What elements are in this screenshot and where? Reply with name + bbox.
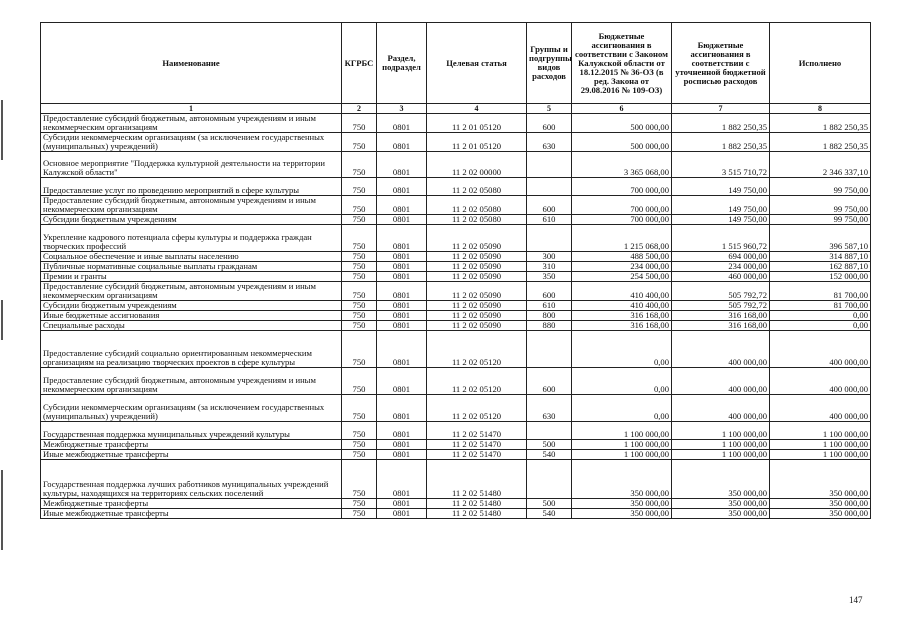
row-law-amount: 500 000,00 bbox=[572, 133, 672, 152]
table-row bbox=[41, 114, 871, 133]
row-law-amount: 700 000,00 bbox=[572, 215, 672, 225]
column-number: 8 bbox=[770, 104, 871, 114]
table-row bbox=[41, 509, 871, 519]
row-section: 0801 bbox=[377, 215, 427, 225]
table-body bbox=[41, 114, 871, 519]
row-kgrbs: 750 bbox=[342, 509, 377, 519]
row-name: Иные бюджетные ассигнования bbox=[41, 311, 342, 321]
row-kgrbs: 750 bbox=[342, 331, 377, 368]
row-group: 600 bbox=[527, 368, 572, 395]
column-number: 6 bbox=[572, 104, 672, 114]
row-executed-amount: 99 750,00 bbox=[770, 196, 871, 215]
row-name: Предоставление субсидий бюджетным, автономным учреждениям и иным некоммерческим организациям bbox=[41, 196, 342, 215]
row-group: 600 bbox=[527, 282, 572, 301]
header-kgrbs: КГРБС bbox=[342, 23, 377, 104]
row-group bbox=[527, 152, 572, 178]
row-executed-amount: 99 750,00 bbox=[770, 215, 871, 225]
row-refined-amount: 316 168,00 bbox=[672, 321, 770, 331]
row-target: 11 2 02 00000 bbox=[427, 152, 527, 178]
row-group: 880 bbox=[527, 321, 572, 331]
row-target: 11 2 02 05090 bbox=[427, 301, 527, 311]
row-name: Премии и гранты bbox=[41, 272, 342, 282]
row-section: 0801 bbox=[377, 262, 427, 272]
row-law-amount: 3 365 068,00 bbox=[572, 152, 672, 178]
row-law-amount: 0,00 bbox=[572, 368, 672, 395]
column-number-row bbox=[41, 104, 871, 114]
row-executed-amount: 396 587,10 bbox=[770, 225, 871, 252]
row-law-amount: 1 100 000,00 bbox=[572, 450, 672, 460]
row-refined-amount: 149 750,00 bbox=[672, 215, 770, 225]
row-executed-amount: 1 882 250,35 bbox=[770, 114, 871, 133]
header-executed: Исполнено bbox=[770, 23, 871, 104]
row-name: Укрепление кадрового потенциала сферы культуры и поддержка граждан творческих профессий bbox=[41, 225, 342, 252]
row-section: 0801 bbox=[377, 114, 427, 133]
row-name: Основное мероприятие "Поддержка культурной деятельности на территории Калужской области" bbox=[41, 152, 342, 178]
row-executed-amount: 0,00 bbox=[770, 311, 871, 321]
column-number: 2 bbox=[342, 104, 377, 114]
row-name: Предоставление субсидий бюджетным, автономным учреждениям и иным некоммерческим организациям bbox=[41, 282, 342, 301]
row-kgrbs: 750 bbox=[342, 321, 377, 331]
row-target: 11 2 02 05080 bbox=[427, 215, 527, 225]
row-law-amount: 700 000,00 bbox=[572, 196, 672, 215]
row-group: 600 bbox=[527, 114, 572, 133]
row-name: Субсидии некоммерческим организациям (за исключением государственных (муниципальных) учреждений) bbox=[41, 395, 342, 422]
row-executed-amount: 2 346 337,10 bbox=[770, 152, 871, 178]
row-name: Межбюджетные трансферты bbox=[41, 440, 342, 450]
table-row bbox=[41, 331, 871, 368]
row-target: 11 2 02 05090 bbox=[427, 225, 527, 252]
row-kgrbs: 750 bbox=[342, 301, 377, 311]
row-section: 0801 bbox=[377, 272, 427, 282]
column-number: 1 bbox=[41, 104, 342, 114]
row-group: 540 bbox=[527, 450, 572, 460]
row-kgrbs: 750 bbox=[342, 133, 377, 152]
row-law-amount: 316 168,00 bbox=[572, 321, 672, 331]
row-name: Публичные нормативные социальные выплаты гражданам bbox=[41, 262, 342, 272]
row-kgrbs: 750 bbox=[342, 178, 377, 196]
row-name: Субсидии бюджетным учреждениям bbox=[41, 301, 342, 311]
row-target: 11 2 02 51480 bbox=[427, 499, 527, 509]
row-target: 11 2 02 05090 bbox=[427, 262, 527, 272]
row-section: 0801 bbox=[377, 311, 427, 321]
row-refined-amount: 460 000,00 bbox=[672, 272, 770, 282]
table-row bbox=[41, 499, 871, 509]
row-section: 0801 bbox=[377, 133, 427, 152]
row-group: 540 bbox=[527, 509, 572, 519]
row-law-amount: 500 000,00 bbox=[572, 114, 672, 133]
table-row bbox=[41, 368, 871, 395]
budget-table bbox=[40, 22, 871, 519]
row-section: 0801 bbox=[377, 450, 427, 460]
row-name: Предоставление услуг по проведению мероприятий в сфере культуры bbox=[41, 178, 342, 196]
row-section: 0801 bbox=[377, 178, 427, 196]
row-refined-amount: 400 000,00 bbox=[672, 368, 770, 395]
row-group: 600 bbox=[527, 196, 572, 215]
row-kgrbs: 750 bbox=[342, 272, 377, 282]
row-kgrbs: 750 bbox=[342, 450, 377, 460]
row-group: 500 bbox=[527, 499, 572, 509]
header-groups: Группы и подгруппы видов расходов bbox=[527, 23, 572, 104]
row-refined-amount: 1 882 250,35 bbox=[672, 133, 770, 152]
row-section: 0801 bbox=[377, 321, 427, 331]
row-kgrbs: 750 bbox=[342, 282, 377, 301]
row-target: 11 2 02 05090 bbox=[427, 272, 527, 282]
row-executed-amount: 0,00 bbox=[770, 321, 871, 331]
table-row bbox=[41, 460, 871, 499]
row-section: 0801 bbox=[377, 499, 427, 509]
row-refined-amount: 505 792,72 bbox=[672, 301, 770, 311]
row-refined-amount: 694 000,00 bbox=[672, 252, 770, 262]
table-row bbox=[41, 252, 871, 262]
row-law-amount: 488 500,00 bbox=[572, 252, 672, 262]
row-group bbox=[527, 331, 572, 368]
row-group: 610 bbox=[527, 215, 572, 225]
row-refined-amount: 3 515 710,72 bbox=[672, 152, 770, 178]
row-section: 0801 bbox=[377, 368, 427, 395]
row-kgrbs: 750 bbox=[342, 152, 377, 178]
table-row bbox=[41, 152, 871, 178]
row-executed-amount: 1 100 000,00 bbox=[770, 422, 871, 440]
row-kgrbs: 750 bbox=[342, 499, 377, 509]
row-refined-amount: 1 882 250,35 bbox=[672, 114, 770, 133]
row-refined-amount: 1 515 960,72 bbox=[672, 225, 770, 252]
row-law-amount: 0,00 bbox=[572, 395, 672, 422]
row-executed-amount: 400 000,00 bbox=[770, 331, 871, 368]
row-refined-amount: 505 792,72 bbox=[672, 282, 770, 301]
row-kgrbs: 750 bbox=[342, 196, 377, 215]
row-law-amount: 700 000,00 bbox=[572, 178, 672, 196]
row-refined-amount: 1 100 000,00 bbox=[672, 450, 770, 460]
row-law-amount: 1 100 000,00 bbox=[572, 422, 672, 440]
row-executed-amount: 350 000,00 bbox=[770, 460, 871, 499]
row-name: Социальное обеспечение и иные выплаты населению bbox=[41, 252, 342, 262]
row-law-amount: 1 215 068,00 bbox=[572, 225, 672, 252]
row-section: 0801 bbox=[377, 509, 427, 519]
row-group: 610 bbox=[527, 301, 572, 311]
row-target: 11 2 02 51480 bbox=[427, 509, 527, 519]
row-executed-amount: 400 000,00 bbox=[770, 395, 871, 422]
row-target: 11 2 01 05120 bbox=[427, 114, 527, 133]
page-number: 147 bbox=[849, 595, 863, 605]
table-row bbox=[41, 178, 871, 196]
row-law-amount: 0,00 bbox=[572, 331, 672, 368]
row-kgrbs: 750 bbox=[342, 368, 377, 395]
column-number: 3 bbox=[377, 104, 427, 114]
row-refined-amount: 149 750,00 bbox=[672, 178, 770, 196]
row-law-amount: 410 400,00 bbox=[572, 282, 672, 301]
row-kgrbs: 750 bbox=[342, 225, 377, 252]
row-group bbox=[527, 225, 572, 252]
row-refined-amount: 350 000,00 bbox=[672, 499, 770, 509]
row-target: 11 2 02 51470 bbox=[427, 422, 527, 440]
table-row bbox=[41, 215, 871, 225]
column-number: 4 bbox=[427, 104, 527, 114]
row-name: Специальные расходы bbox=[41, 321, 342, 331]
row-group bbox=[527, 422, 572, 440]
row-target: 11 2 02 05120 bbox=[427, 368, 527, 395]
row-name: Иные межбюджетные трансферты bbox=[41, 509, 342, 519]
row-executed-amount: 152 000,00 bbox=[770, 272, 871, 282]
row-law-amount: 410 400,00 bbox=[572, 301, 672, 311]
table-row bbox=[41, 422, 871, 440]
row-section: 0801 bbox=[377, 282, 427, 301]
row-refined-amount: 400 000,00 bbox=[672, 331, 770, 368]
row-name: Предоставление субсидий бюджетным, автономным учреждениям и иным некоммерческим организациям bbox=[41, 368, 342, 395]
row-kgrbs: 750 bbox=[342, 114, 377, 133]
row-section: 0801 bbox=[377, 225, 427, 252]
row-target: 11 2 02 05090 bbox=[427, 311, 527, 321]
row-group bbox=[527, 460, 572, 499]
table-row bbox=[41, 395, 871, 422]
row-group: 300 bbox=[527, 252, 572, 262]
row-executed-amount: 314 887,10 bbox=[770, 252, 871, 262]
row-section: 0801 bbox=[377, 196, 427, 215]
row-law-amount: 350 000,00 bbox=[572, 509, 672, 519]
row-law-amount: 234 000,00 bbox=[572, 262, 672, 272]
table-row bbox=[41, 440, 871, 450]
row-refined-amount: 234 000,00 bbox=[672, 262, 770, 272]
row-law-amount: 1 100 000,00 bbox=[572, 440, 672, 450]
table-row bbox=[41, 133, 871, 152]
row-executed-amount: 1 100 000,00 bbox=[770, 450, 871, 460]
row-law-amount: 350 000,00 bbox=[572, 460, 672, 499]
row-refined-amount: 350 000,00 bbox=[672, 509, 770, 519]
row-section: 0801 bbox=[377, 422, 427, 440]
row-refined-amount: 149 750,00 bbox=[672, 196, 770, 215]
row-name: Государственная поддержка лучших работников муниципальных учреждений культуры, находящихся на территориях сельских поселений bbox=[41, 460, 342, 499]
header-row bbox=[41, 23, 871, 104]
table-row bbox=[41, 225, 871, 252]
table-row bbox=[41, 321, 871, 331]
row-refined-amount: 350 000,00 bbox=[672, 460, 770, 499]
scan-edge-marks bbox=[0, 0, 4, 640]
row-section: 0801 bbox=[377, 331, 427, 368]
row-refined-amount: 400 000,00 bbox=[672, 395, 770, 422]
row-refined-amount: 316 168,00 bbox=[672, 311, 770, 321]
row-law-amount: 350 000,00 bbox=[572, 499, 672, 509]
row-target: 11 2 02 51470 bbox=[427, 440, 527, 450]
header-section: Раздел, подраздел bbox=[377, 23, 427, 104]
table-row bbox=[41, 196, 871, 215]
row-section: 0801 bbox=[377, 301, 427, 311]
table-row bbox=[41, 272, 871, 282]
row-law-amount: 254 500,00 bbox=[572, 272, 672, 282]
row-executed-amount: 99 750,00 bbox=[770, 178, 871, 196]
column-number: 7 bbox=[672, 104, 770, 114]
row-kgrbs: 750 bbox=[342, 460, 377, 499]
column-number: 5 bbox=[527, 104, 572, 114]
table-row bbox=[41, 262, 871, 272]
row-group bbox=[527, 178, 572, 196]
budget-table-sheet bbox=[40, 22, 870, 519]
header-name: Наименование bbox=[41, 23, 342, 104]
row-kgrbs: 750 bbox=[342, 252, 377, 262]
row-kgrbs: 750 bbox=[342, 440, 377, 450]
row-kgrbs: 750 bbox=[342, 395, 377, 422]
row-kgrbs: 750 bbox=[342, 262, 377, 272]
header-law: Бюджетные ассигнования в соответствии с Законом Калужской области от 18.12.2015 № 36-ОЗ (в ред. Закона от 29.08.2016 № 109-ОЗ) bbox=[572, 23, 672, 104]
row-name: Государственная поддержка муниципальных учреждений культуры bbox=[41, 422, 342, 440]
header-target: Целевая статья bbox=[427, 23, 527, 104]
header-refined: Бюджетные ассигнования в соответствии с уточненной бюджетной росписью расходов bbox=[672, 23, 770, 104]
row-section: 0801 bbox=[377, 440, 427, 450]
row-target: 11 2 02 05120 bbox=[427, 395, 527, 422]
row-target: 11 2 02 05080 bbox=[427, 196, 527, 215]
row-executed-amount: 81 700,00 bbox=[770, 282, 871, 301]
row-name: Предоставление субсидий бюджетным, автономным учреждениям и иным некоммерческим организациям bbox=[41, 114, 342, 133]
row-name: Субсидии бюджетным учреждениям bbox=[41, 215, 342, 225]
row-executed-amount: 350 000,00 bbox=[770, 509, 871, 519]
row-target: 11 2 02 05090 bbox=[427, 321, 527, 331]
row-law-amount: 316 168,00 bbox=[572, 311, 672, 321]
row-target: 11 2 02 51480 bbox=[427, 460, 527, 499]
row-name: Предоставление субсидий социально ориентированным некоммерческим организациям на реализацию творческих проектов в сфере культуры bbox=[41, 331, 342, 368]
row-section: 0801 bbox=[377, 252, 427, 262]
row-executed-amount: 400 000,00 bbox=[770, 368, 871, 395]
row-kgrbs: 750 bbox=[342, 215, 377, 225]
row-group: 630 bbox=[527, 133, 572, 152]
table-row bbox=[41, 301, 871, 311]
row-kgrbs: 750 bbox=[342, 422, 377, 440]
row-executed-amount: 162 887,10 bbox=[770, 262, 871, 272]
row-group: 350 bbox=[527, 272, 572, 282]
row-target: 11 2 02 05090 bbox=[427, 252, 527, 262]
row-group: 310 bbox=[527, 262, 572, 272]
table-row bbox=[41, 311, 871, 321]
table-row bbox=[41, 450, 871, 460]
row-kgrbs: 750 bbox=[342, 311, 377, 321]
row-section: 0801 bbox=[377, 395, 427, 422]
row-refined-amount: 1 100 000,00 bbox=[672, 440, 770, 450]
row-group: 500 bbox=[527, 440, 572, 450]
row-target: 11 2 02 05080 bbox=[427, 178, 527, 196]
row-target: 11 2 02 05090 bbox=[427, 282, 527, 301]
row-target: 11 2 02 51470 bbox=[427, 450, 527, 460]
row-group: 800 bbox=[527, 311, 572, 321]
row-target: 11 2 02 05120 bbox=[427, 331, 527, 368]
row-section: 0801 bbox=[377, 460, 427, 499]
row-name: Межбюджетные трансферты bbox=[41, 499, 342, 509]
row-target: 11 2 01 05120 bbox=[427, 133, 527, 152]
row-name: Субсидии некоммерческим организациям (за исключением государственных (муниципальных) учреждений) bbox=[41, 133, 342, 152]
row-section: 0801 bbox=[377, 152, 427, 178]
row-executed-amount: 1 882 250,35 bbox=[770, 133, 871, 152]
row-executed-amount: 1 100 000,00 bbox=[770, 440, 871, 450]
row-executed-amount: 350 000,00 bbox=[770, 499, 871, 509]
row-refined-amount: 1 100 000,00 bbox=[672, 422, 770, 440]
row-name: Иные межбюджетные трансферты bbox=[41, 450, 342, 460]
row-group: 630 bbox=[527, 395, 572, 422]
row-executed-amount: 81 700,00 bbox=[770, 301, 871, 311]
table-row bbox=[41, 282, 871, 301]
